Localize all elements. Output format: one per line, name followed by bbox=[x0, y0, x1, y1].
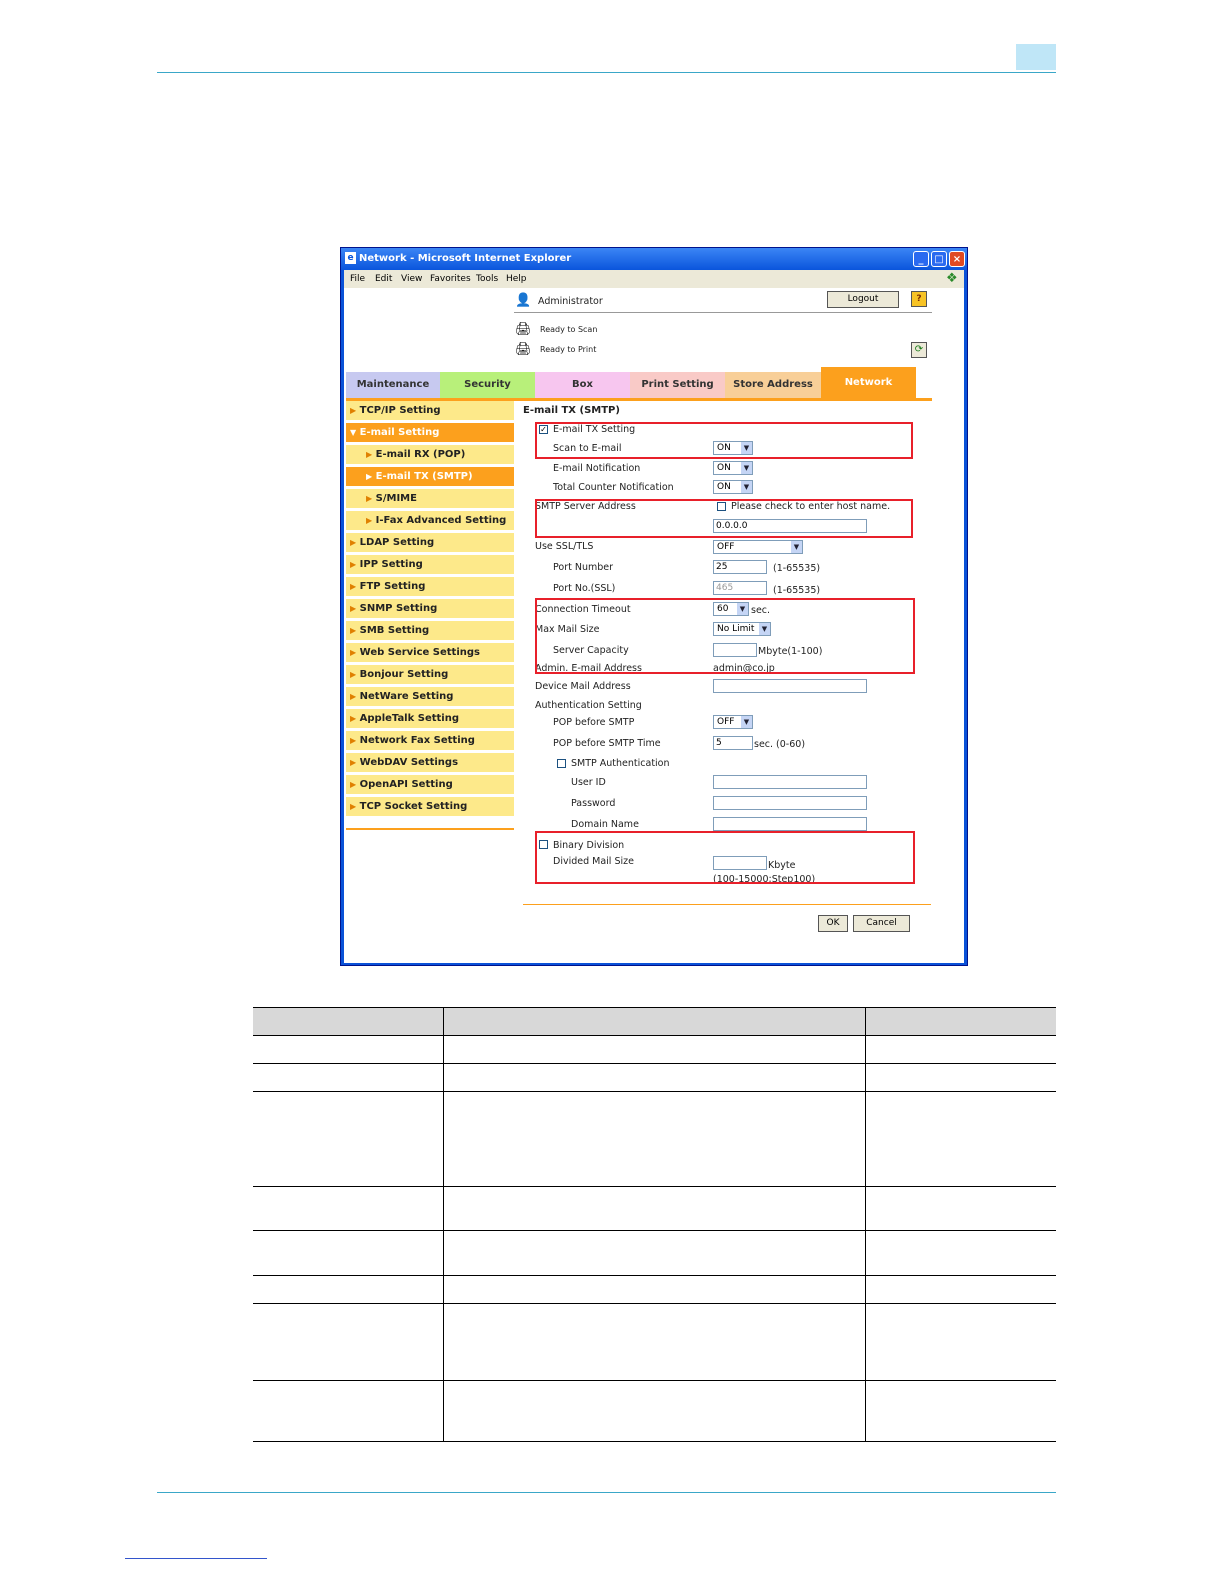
print-status: Ready to Print bbox=[540, 345, 597, 354]
title-bar bbox=[341, 248, 967, 270]
total-counter-select[interactable]: ON ▼ bbox=[713, 480, 753, 494]
divided-size-unit: Kbyte bbox=[768, 860, 796, 871]
scan-to-email-label: Scan to E-mail bbox=[553, 443, 622, 454]
menu-help[interactable]: Help bbox=[506, 274, 527, 284]
pop-time-label: POP before SMTP Time bbox=[553, 738, 661, 749]
server-capacity-label: Server Capacity bbox=[553, 645, 629, 656]
sidebar-item-ldap[interactable]: ▶ LDAP Setting bbox=[346, 533, 514, 553]
table-header-cell bbox=[866, 1008, 1057, 1036]
sidebar-item-tcp-socket[interactable]: ▶ TCP Socket Setting bbox=[346, 797, 514, 817]
browser-window bbox=[340, 247, 968, 966]
sidebar-item-webdav[interactable]: ▶ WebDAV Settings bbox=[346, 753, 514, 773]
table-header-row bbox=[253, 1008, 1056, 1036]
pop-before-label: POP before SMTP bbox=[553, 717, 635, 728]
port-ssl-label: Port No.(SSL) bbox=[553, 583, 616, 594]
password-label: Password bbox=[571, 798, 616, 809]
admin-label: Administrator bbox=[538, 296, 603, 307]
table-row bbox=[253, 1187, 1056, 1231]
admin-email-value: admin@co.jp bbox=[713, 663, 775, 674]
sidebar-item-ipp[interactable]: ▶ IPP Setting bbox=[346, 555, 514, 575]
table-row bbox=[253, 1092, 1056, 1187]
windows-logo-icon: ❖ bbox=[946, 271, 958, 286]
highlight-box-1 bbox=[535, 422, 913, 459]
sidebar-item-openapi[interactable]: ▶ OpenAPI Setting bbox=[346, 775, 514, 795]
user-id-label: User ID bbox=[571, 777, 606, 788]
tab-store-address[interactable]: Store Address bbox=[725, 372, 821, 398]
email-tx-label: E-mail TX Setting bbox=[553, 424, 636, 435]
menu-favorites[interactable]: Favorites bbox=[430, 274, 471, 284]
port-ssl-range: (1-65535) bbox=[773, 585, 821, 596]
menu-tools[interactable]: Tools bbox=[476, 274, 499, 284]
help-button[interactable]: ? bbox=[911, 291, 927, 307]
smtp-server-label: SMTP Server Address bbox=[535, 501, 636, 512]
sidebar-item-bonjour[interactable]: ▶ Bonjour Setting bbox=[346, 665, 514, 685]
sidebar-item-smb[interactable]: ▶ SMB Setting bbox=[346, 621, 514, 641]
max-mail-label: Max Mail Size bbox=[535, 624, 600, 635]
user-id-input[interactable] bbox=[713, 775, 867, 789]
divided-size-label: Divided Mail Size bbox=[553, 856, 634, 867]
settings-table bbox=[253, 1007, 1056, 1442]
sidebar-item-netware[interactable]: ▶ NetWare Setting bbox=[346, 687, 514, 707]
tab-maintenance[interactable]: Maintenance bbox=[346, 372, 440, 398]
page-content bbox=[344, 288, 964, 963]
table-row bbox=[253, 1304, 1056, 1381]
table-row bbox=[253, 1036, 1056, 1064]
binary-division-label: Binary Division bbox=[553, 840, 625, 851]
minimize-button[interactable]: _ bbox=[913, 251, 929, 267]
table-row bbox=[253, 1276, 1056, 1304]
sidebar-item-email[interactable]: ▼ E-mail Setting bbox=[346, 423, 514, 443]
highlight-box-2 bbox=[535, 499, 913, 538]
sidebar-item-web-service[interactable]: ▶ Web Service Settings bbox=[346, 643, 514, 663]
conn-timeout-unit: sec. bbox=[751, 605, 771, 616]
footer-rule bbox=[157, 1492, 1056, 1493]
ok-button[interactable]: OK bbox=[818, 915, 848, 932]
admin-email-label: Admin. E-mail Address bbox=[535, 663, 642, 674]
pop-time-unit: sec. (0-60) bbox=[754, 739, 806, 750]
max-mail-select[interactable]: No Limit ▼ bbox=[713, 622, 771, 636]
close-button[interactable]: × bbox=[949, 251, 965, 267]
logout-button[interactable]: Logout bbox=[827, 291, 899, 308]
highlight-box-3 bbox=[535, 598, 915, 674]
sidebar-item-network-fax[interactable]: ▶ Network Fax Setting bbox=[346, 731, 514, 751]
menu-view[interactable]: View bbox=[401, 274, 423, 284]
use-ssl-select[interactable]: OFF ▼ bbox=[713, 540, 803, 554]
divided-size-range: (100-15000;Step100) bbox=[713, 874, 816, 885]
table-row bbox=[253, 1231, 1056, 1276]
sidebar-item-tcpip[interactable]: ▶ TCP/IP Setting bbox=[346, 401, 514, 421]
port-range: (1-65535) bbox=[773, 563, 821, 574]
email-notification-select[interactable]: ON ▼ bbox=[713, 461, 753, 475]
pop-time-input[interactable]: 5 bbox=[713, 736, 753, 750]
scanner-icon: 🖨 bbox=[515, 322, 532, 337]
refresh-icon[interactable]: ⟳ bbox=[911, 342, 927, 358]
sidebar-item-ifax[interactable]: ▶ I-Fax Advanced Setting bbox=[346, 511, 514, 531]
table-header-cell bbox=[444, 1008, 866, 1036]
menu-bar bbox=[344, 270, 964, 288]
tab-network[interactable]: Network bbox=[821, 367, 916, 398]
page-corner-marker bbox=[1016, 44, 1056, 70]
highlight-box-4 bbox=[535, 831, 915, 884]
email-tx-checkbox[interactable]: ✓ bbox=[540, 425, 547, 434]
maximize-button[interactable]: □ bbox=[931, 251, 947, 267]
password-input[interactable] bbox=[713, 796, 867, 810]
sidebar-item-appletalk[interactable]: ▶ AppleTalk Setting bbox=[346, 709, 514, 729]
tab-box[interactable]: Box bbox=[535, 372, 630, 398]
device-mail-label: Device Mail Address bbox=[535, 681, 631, 692]
sidebar-item-smime[interactable]: ▶ S/MIME bbox=[346, 489, 514, 509]
server-capacity-unit: Mbyte(1-100) bbox=[758, 646, 823, 657]
tab-print-setting[interactable]: Print Setting bbox=[630, 372, 725, 398]
port-number-label: Port Number bbox=[553, 562, 614, 573]
pop-before-select[interactable]: OFF ▼ bbox=[713, 715, 753, 729]
port-ssl-input[interactable]: 465 bbox=[713, 581, 767, 595]
scan-status: Ready to Scan bbox=[540, 325, 598, 334]
conn-timeout-label: Connection Timeout bbox=[535, 604, 631, 615]
footer-link-underline bbox=[125, 1558, 267, 1559]
conn-timeout-select[interactable]: 60 ▼ bbox=[713, 602, 749, 616]
form-bottom-rule bbox=[523, 904, 931, 905]
auth-setting-label: Authentication Setting bbox=[535, 700, 642, 711]
tab-security[interactable]: Security bbox=[440, 372, 535, 398]
smtp-auth-checkbox[interactable] bbox=[557, 759, 566, 768]
header-rule bbox=[157, 72, 1056, 73]
domain-input[interactable] bbox=[713, 817, 867, 831]
scan-to-email-select[interactable]: ON ▼ bbox=[713, 441, 753, 455]
sidebar-item-email-tx[interactable]: ▶ E-mail TX (SMTP) bbox=[346, 467, 514, 487]
use-ssl-label: Use SSL/TLS bbox=[535, 541, 594, 552]
sidebar-item-snmp[interactable]: ▶ SNMP Setting bbox=[346, 599, 514, 619]
sidebar-item-email-rx[interactable]: ▶ E-mail RX (POP) bbox=[346, 445, 514, 465]
domain-label: Domain Name bbox=[571, 819, 639, 830]
table-row bbox=[253, 1064, 1056, 1092]
admin-user-icon: 👤 bbox=[515, 293, 532, 308]
menu-edit[interactable]: Edit bbox=[375, 274, 393, 284]
smtp-auth-label: SMTP Authentication bbox=[571, 758, 670, 769]
printer-icon: 🖨 bbox=[515, 342, 532, 357]
email-notification-label: E-mail Notification bbox=[553, 463, 641, 474]
sidebar-item-ftp[interactable]: ▶ FTP Setting bbox=[346, 577, 514, 597]
smtp-server-input[interactable]: 0.0.0.0 bbox=[713, 519, 867, 533]
total-counter-label: Total Counter Notification bbox=[553, 482, 674, 493]
port-number-input[interactable]: 25 bbox=[713, 560, 767, 574]
window-title: Network - Microsoft Internet Explorer bbox=[359, 253, 572, 264]
device-mail-input[interactable] bbox=[713, 679, 867, 693]
table-row bbox=[253, 1381, 1056, 1442]
host-name-label: Please check to enter host name. bbox=[731, 501, 891, 512]
ie-icon: e bbox=[345, 252, 356, 264]
table-header-cell bbox=[253, 1008, 444, 1036]
header-divider bbox=[514, 312, 932, 313]
form-title: E-mail TX (SMTP) bbox=[523, 405, 620, 416]
sidebar-bottom-rule bbox=[346, 828, 514, 830]
menu-file[interactable]: File bbox=[350, 274, 366, 284]
cancel-button[interactable]: Cancel bbox=[853, 915, 910, 932]
